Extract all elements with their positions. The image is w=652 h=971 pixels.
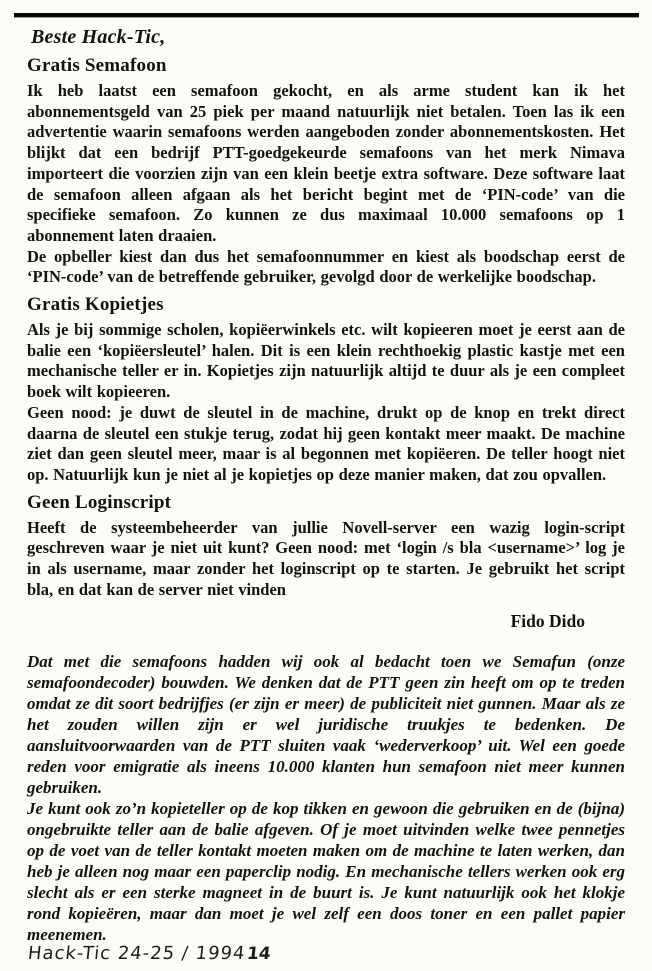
- heading-gratis-semafoon: Gratis Semafoon: [27, 55, 167, 76]
- heading-geen-loginscript: Geen Loginscript: [27, 491, 172, 513]
- heading-gratis-kopietjes: Gratis Kopietjes: [27, 294, 164, 316]
- paragraph-semafoon-2: De opbeller kiest dan dus het semafoonnummer en kiest als boodschap eerst de ‘PIN-code’ van de betreffende gebruiker, gevolgd door de werkelijke boodschap.: [27, 246, 625, 287]
- footer-page-number: 14: [245, 944, 272, 964]
- editorial-reply: [27, 651, 625, 945]
- section-gratis-semafoon: [27, 55, 625, 288]
- reply-paragraph-2: Je kunt ook zo’n kopieteller op de kop tikken en gewoon die gebruiken en de (bijna) ongebruikte teller aan de balie afgeven. Of je moet uitvinden welke twee pennetjes op de voet van de teller kontakt moeten maken om de machine te laten werken, dan heb je alleen nog maar een paperclip nodig. En mechanische tellers werken ook erg slecht als er een sterke magneet in de buurt is. Je kunt natuurlijk ook het klokje rond kopieëren, maar dan moet je wel zelf een doos toner en een pallet papier meenemen.: [27, 799, 625, 945]
- footer-issue-label: Hack-Tic 24-25 / 1994: [26, 943, 247, 964]
- paragraph-kopietjes-1: Als je bij sommige scholen, kopiëerwinkels etc. wilt kopieeren moet je eerst aan de balie een ‘kopiëersleutel’ halen. Dit is een klein rechthoekig plastic kastje met een mechanische teller er in. Kopietjes zijn natuurlijk altijd te duur als je een compleet boek wilt kopieeren.: [27, 320, 625, 402]
- top-rule: [14, 13, 639, 17]
- letter-signature: Fido Dido: [510, 611, 585, 632]
- paragraph-kopietjes-2: Geen nood: je duwt de sleutel in de machine, drukt op de knop en trekt direct daarna de sleutel een stukje terug, zodat hij geen kontakt meer maakt. De machine ziet dan geen sleutel meer, maar is al begonnen met kopiëeren. De teller hoogt niet op. Natuurlijk kun je niet al je kopietjes op deze manier maken, dat zou opvallen.: [27, 402, 625, 484]
- letter-salutation: Beste Hack-Tic,: [31, 26, 166, 48]
- section-gratis-kopietjes: [27, 294, 625, 486]
- page-footer: [0, 940, 652, 964]
- paragraph-semafoon-1: Ik heb laatst een semafoon gekocht, en als arme student kan ik het abonnementsgeld van 25 piek per maand natuurlijk niet betalen. Toen las ik een advertentie waarin semafoons werden aangeboden zonder abonnementskosten. Het blijkt dat een bedrijf PTT-goedgekeurde semafoons van het merk Nimava importeert die voorzien zijn van een klein beetje extra software. Deze software laat de semafoon alleen afgaan als het bericht begint met de ‘PIN-code’ van die specifieke semafoon. Zo kunnen ze dus maximaal 10.000 semafoons op 1 abonnement laten draaien.: [27, 81, 625, 245]
- reply-paragraph-1: Dat met die semafoons hadden wij ook al bedacht toen we Semafun (onze semafoondecoder) bouwden. We denken dat de PTT geen zin heeft om op te treden omdat ze dit soort bedrijfjes (er zijn er meer) de publiciteit niet gunnen. Maar als ze het zouden willen zijn er wel juridische truukjes te bedenken. De aansluitvoorwaarden van de PTT sluiten vaak ‘wederverkoop’ uit. Wel een goede reden voor emigratie als ineens 10.000 klanten hun semafoon niet meer kunnen gebruiken.: [27, 652, 625, 798]
- section-geen-loginscript: [27, 492, 625, 601]
- paragraph-loginscript-1: Heeft de systeembeheerder van jullie Novell-server een wazig login-script geschreven waar je niet uit kunt? Geen nood: met ‘login /s bla <username>’ log je in als username, maar zonder het loginscript op te starten. Je gebruikt het script bla, en dat kan de server niet vinden: [27, 517, 625, 599]
